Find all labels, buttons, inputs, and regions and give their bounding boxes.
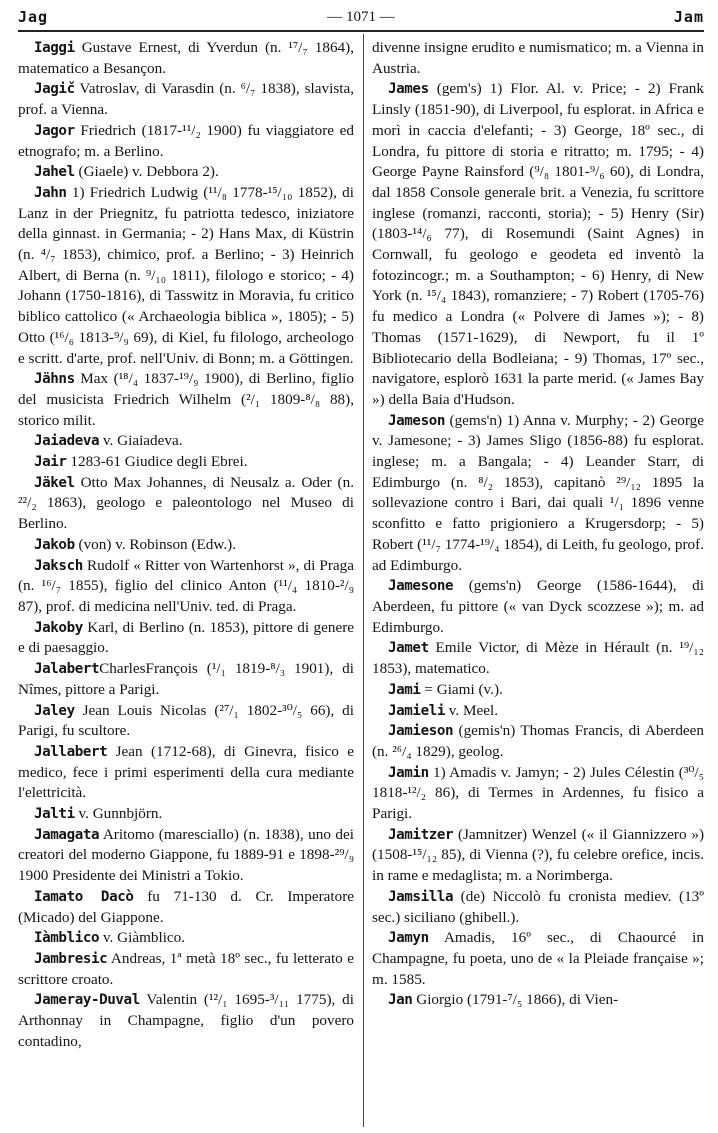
entry-headword: Jallabert: [34, 743, 108, 760]
entry-headword: Jamesone: [388, 578, 454, 595]
dictionary-entry: [372, 763, 704, 825]
page-number: — 1071 —: [327, 8, 395, 25]
entry-text: v. Meel.: [445, 701, 498, 719]
entry-text: (gem's) 1) Flor. Al. v. Price; - 2) Frank Linsly (1851-90), di Liverpool, fu esplorat. in Africa e morì in caccia d'elefanti; - 3) George, 18º sec., di Londra, fu pittore di storia e ritratto; m. 1795; - 4) George Payne Rainsford (⁹/₈ 1801-⁹/₆ 60), di Londra, dal 1858 Console generale brit. a Venezia, fu scrittore inglese (romanzi, racconti, storia); - 5) Henry (Sir) (1803-¹⁴/₆ 77), di Rosemundi (Saint Agnes) in Cornwall, fu geologo e geodeta ed inventò la fotozincogr.; m. a Southampton; - 6) Henry, di New York (n. ¹⁵/₄ 1843), romanziere; - 7) Robert (1705-76) fu medico a Londra (« Polvere di James »); - 8) Thomas (1571-1629), di Newport, fu il 1º Bibliotecario della Bodleiana; - 9) Thomas, 17º sec., navigatore, esplorò 1631 la parte merid. (« James Bay ») della Baia d'Hudson.: [372, 80, 704, 408]
entry-headword: Jagič: [34, 81, 75, 98]
entry-text: v. Giaiadeva.: [99, 432, 183, 450]
entry-text: v. Giàmblico.: [99, 929, 186, 947]
dictionary-entry: [18, 431, 354, 452]
dictionary-entry: [372, 701, 704, 722]
entry-text: Amadis, 16º sec., di Chaourcé in Champagne, fu poeta, uno de « la Pleiade française »; m. 1585.: [372, 929, 704, 988]
dictionary-entry: [372, 411, 704, 577]
dictionary-entry: [18, 928, 354, 949]
entry-headword: Jamagata: [34, 826, 100, 843]
entry-text: (Giaele) v. Debbora 2).: [74, 163, 219, 181]
entry-headword: Jamyn: [388, 930, 429, 947]
entry-text: = Giami (v.).: [420, 680, 503, 698]
entry-text: (gemis'n) Thomas Francis, di Aberdeen (n. ²⁶/₄ 1829), geolog.: [372, 722, 704, 760]
dictionary-entry: [18, 949, 354, 990]
entry-headword: Jähns: [34, 371, 75, 388]
header-rule: [18, 30, 704, 32]
dictionary-entry: [372, 38, 704, 79]
entry-headword: Jamsilla: [388, 888, 454, 905]
dictionary-entry: [18, 38, 354, 79]
dictionary-entry: [18, 887, 354, 928]
entry-text: 1) Amadis v. Jamyn; - 2) Jules Célestin (³⁰/₅ 1818-¹²/₂ 86), di Termes in Ardennes, fu fisico a Parigi.: [372, 763, 704, 823]
entry-headword: Jaley: [34, 702, 75, 719]
entry-headword: Jameray-Duval: [34, 992, 140, 1009]
dictionary-entry: [18, 825, 354, 887]
entry-headword: Jambresic: [34, 950, 108, 967]
dictionary-entry: [18, 556, 354, 618]
dictionary-entry: [372, 638, 704, 679]
entry-text: Rudolf « Ritter von Wartenhorst », di Praga (n. ¹⁶/₇ 1855), figlio del clinico Anton (¹¹/₄ 1810-²/₉ 87), prof. di medicina nell'Univ. ted. di Praga.: [18, 556, 354, 615]
entry-text: Jean (1712-68), di Ginevra, fisico e medico, fece i primi esperimenti della cura mediante l'elettricità.: [18, 742, 354, 802]
entry-headword: Jair: [34, 454, 67, 471]
entry-headword: Iaggi: [34, 40, 75, 56]
entry-text: Max (¹⁸/₄ 1837-¹⁹/₉ 1900), di Berlino, figlio del musicista Friedrich Wilhelm (²/₁ 1809-⁸/₈ 88), storico milit.: [18, 370, 354, 429]
page-header: [18, 4, 704, 30]
entry-headword: James: [388, 81, 429, 98]
entry-text: Jean Louis Nicolas (²⁷/₁ 1802-³⁰/₅ 66), di Parigi, fu scultore.: [18, 701, 354, 740]
entry-headword: Jan: [388, 992, 413, 1009]
dictionary-entry: [18, 79, 354, 120]
entry-text: (von) v. Robinson (Edw.).: [74, 535, 236, 553]
entry-headword: Jami: [388, 681, 421, 698]
dictionary-entry: [18, 183, 354, 369]
entry-headword: Jalabert: [34, 661, 100, 678]
entry-text: Emile Victor, di Mèze in Hérault (n. ¹⁹/₁₂ 1853), matematico.: [372, 639, 704, 678]
entry-headword: Jamin: [388, 764, 429, 781]
dictionary-entry: [18, 369, 354, 431]
entry-headword: Jamieli: [388, 702, 445, 719]
entry-text: Otto Max Johannes, di Neusalz a. Oder (n. ²²/₂ 1863), geologo e paleontologo nel Museo di Berlino.: [18, 473, 354, 533]
entry-headword: Jameson: [388, 412, 445, 429]
entry-text: Aritomo (maresciallo) (n. 1838), uno dei creatori del moderno Giappone, fu 1889-91 e 1898-²⁹/₉ 1900 Presidente dei Ministri a Tokio.: [18, 825, 354, 885]
entry-headword: Jalti: [34, 806, 75, 823]
entry-headword: Jahn: [34, 184, 67, 201]
entry-headword: Jakoby: [34, 619, 83, 636]
header-right-guideword: Jam: [673, 8, 704, 26]
dictionary-entry: [372, 928, 704, 990]
entry-headword: Jakob: [34, 536, 75, 553]
dictionary-entry: [18, 121, 354, 162]
entry-headword: Jahel: [34, 164, 75, 181]
entry-text: Andreas, 1ª metà 18º sec., fu letterato e scrittore croato.: [18, 949, 354, 988]
entry-headword: Iamato Dacò: [34, 888, 134, 905]
dictionary-entry: [372, 576, 704, 638]
entry-text: divenne insigne erudito e numismatico; m. a Vienna in Austria.: [372, 39, 704, 77]
dictionary-entry: [18, 990, 354, 1052]
entry-headword: Jaiadeva: [34, 433, 100, 450]
dictionary-entry: [372, 680, 704, 701]
entry-headword: Iàmblico: [34, 930, 100, 947]
entry-text: Gustave Ernest, di Yverdun (n. ¹⁷/₇ 1864), matematico a Besançon.: [18, 39, 354, 77]
dictionary-entry: [18, 659, 354, 700]
entry-text: Giorgio (1791-⁷/₅ 1866), di Vien-: [412, 991, 619, 1009]
entry-text: 1) Friedrich Ludwig (¹¹/₈ 1778-¹⁵/₁₀ 1852), di Lanz in der Priegnitz, fu patriotta tedesco, iniziatore della ginnast. in Germania; - 2) Hans Max, di Küstrin (n. ⁴/₇ 1853), chimico, prof. a Berlino; - 3) Heinrich Albert, di Berna (n. ⁹/₁₀ 1811), filologo e storico; - 4) Johann (1750-1816), di Tasswitz in Moravia, fu critico biblico cattolico (« Archaeologia biblica », 1805); - 5) Otto (¹⁶/₆ 1813-⁹/₉ 69), di Kiel, fu filologo, archeologo e scritt. d'arte, prof. nell'Univ. di Bonn; m. a Göttingen.: [18, 183, 354, 367]
entry-headword: Jamet: [388, 640, 429, 657]
entry-text: Friedrich (1817-¹¹/₂ 1900) fu viaggiatore ed etnografo; m. a Berlino.: [18, 121, 354, 160]
entry-text: Karl, di Berlino (n. 1853), pittore di genere e di paesaggio.: [18, 618, 354, 657]
left-column: [18, 38, 354, 1052]
entry-text: 1283-61 Giudice degli Ebrei.: [66, 453, 248, 471]
dictionary-entry: [18, 535, 354, 556]
entry-headword: Jamieson: [388, 723, 454, 740]
entry-headword: Jaksch: [34, 557, 83, 574]
dictionary-entry: [18, 473, 354, 535]
column-divider: [363, 34, 364, 1127]
dictionary-entry: [372, 825, 704, 887]
entry-text: (gems'n) 1) Anna v. Murphy; - 2) George v. Jamesone; - 3) James Sligo (1856-88) fu esplorat. inglese; m. a Bangala; - 4) Leander Starr, di Edimburgo (n. ⁸/₂ 1853), capitanò ²⁹/₁₂ 1895 la sollevazione contro i Bari, dai quali ¹/₁ 1896 venne sconfitto e fatto prigioniero a Krugersdorp; - 5) Robert (¹¹/₇ 1774-¹⁹/₄ 1854), di Leith, fu geologo, prof. ad Edimburgo.: [372, 411, 704, 574]
dictionary-entry: [18, 162, 354, 183]
entry-text: fu 71-130 d. Cr. Imperatore (Micado) del Giappone.: [18, 887, 354, 926]
entry-text: (de) Niccolò fu cronista mediev. (13º sec.) siciliano (ghibell.).: [372, 887, 704, 926]
entry-headword: Jäkel: [34, 474, 75, 491]
dictionary-entry: [372, 990, 704, 1011]
dictionary-entry: [372, 887, 704, 928]
dictionary-entry: [18, 742, 354, 804]
entry-headword: Jagor: [34, 122, 75, 139]
entry-text: Valentin (¹²/₁ 1695-³/₁₁ 1775), di Arthonnay in Champagne, figlio d'un povero contadino,: [18, 991, 354, 1050]
entry-text: (Jamnitzer) Wenzel (« il Giannizzero ») (1508-¹⁵/₁₂ 85), di Vienna (?), fu celebre orefice, incis. in rame e medaglista; m. a Norimberga.: [372, 825, 704, 885]
dictionary-entry: [18, 804, 354, 825]
entry-headword: Jamitzer: [388, 826, 454, 843]
dictionary-entry: [372, 79, 704, 410]
entry-text: (gems'n) George (1586-1644), di Aberdeen, fu pittore (« van Dyck scozzese »); m. ad Edimburgo.: [372, 577, 704, 636]
dictionary-entry: [372, 721, 704, 762]
entry-text: Vatroslav, di Varasdin (n. ⁶/₇ 1838), slavista, prof. a Vienna.: [18, 80, 354, 119]
dictionary-entry: [18, 701, 354, 742]
dictionary-entry: [18, 452, 354, 473]
entry-text: v. Gunnbjörn.: [74, 805, 163, 823]
entry-text: CharlesFrançois (¹/₁ 1819-⁸/₃ 1901), di Nîmes, pittore a Parigi.: [18, 660, 354, 698]
dictionary-entry: [18, 618, 354, 659]
header-left-guideword: Jag: [18, 8, 49, 26]
right-column: [372, 38, 704, 1011]
